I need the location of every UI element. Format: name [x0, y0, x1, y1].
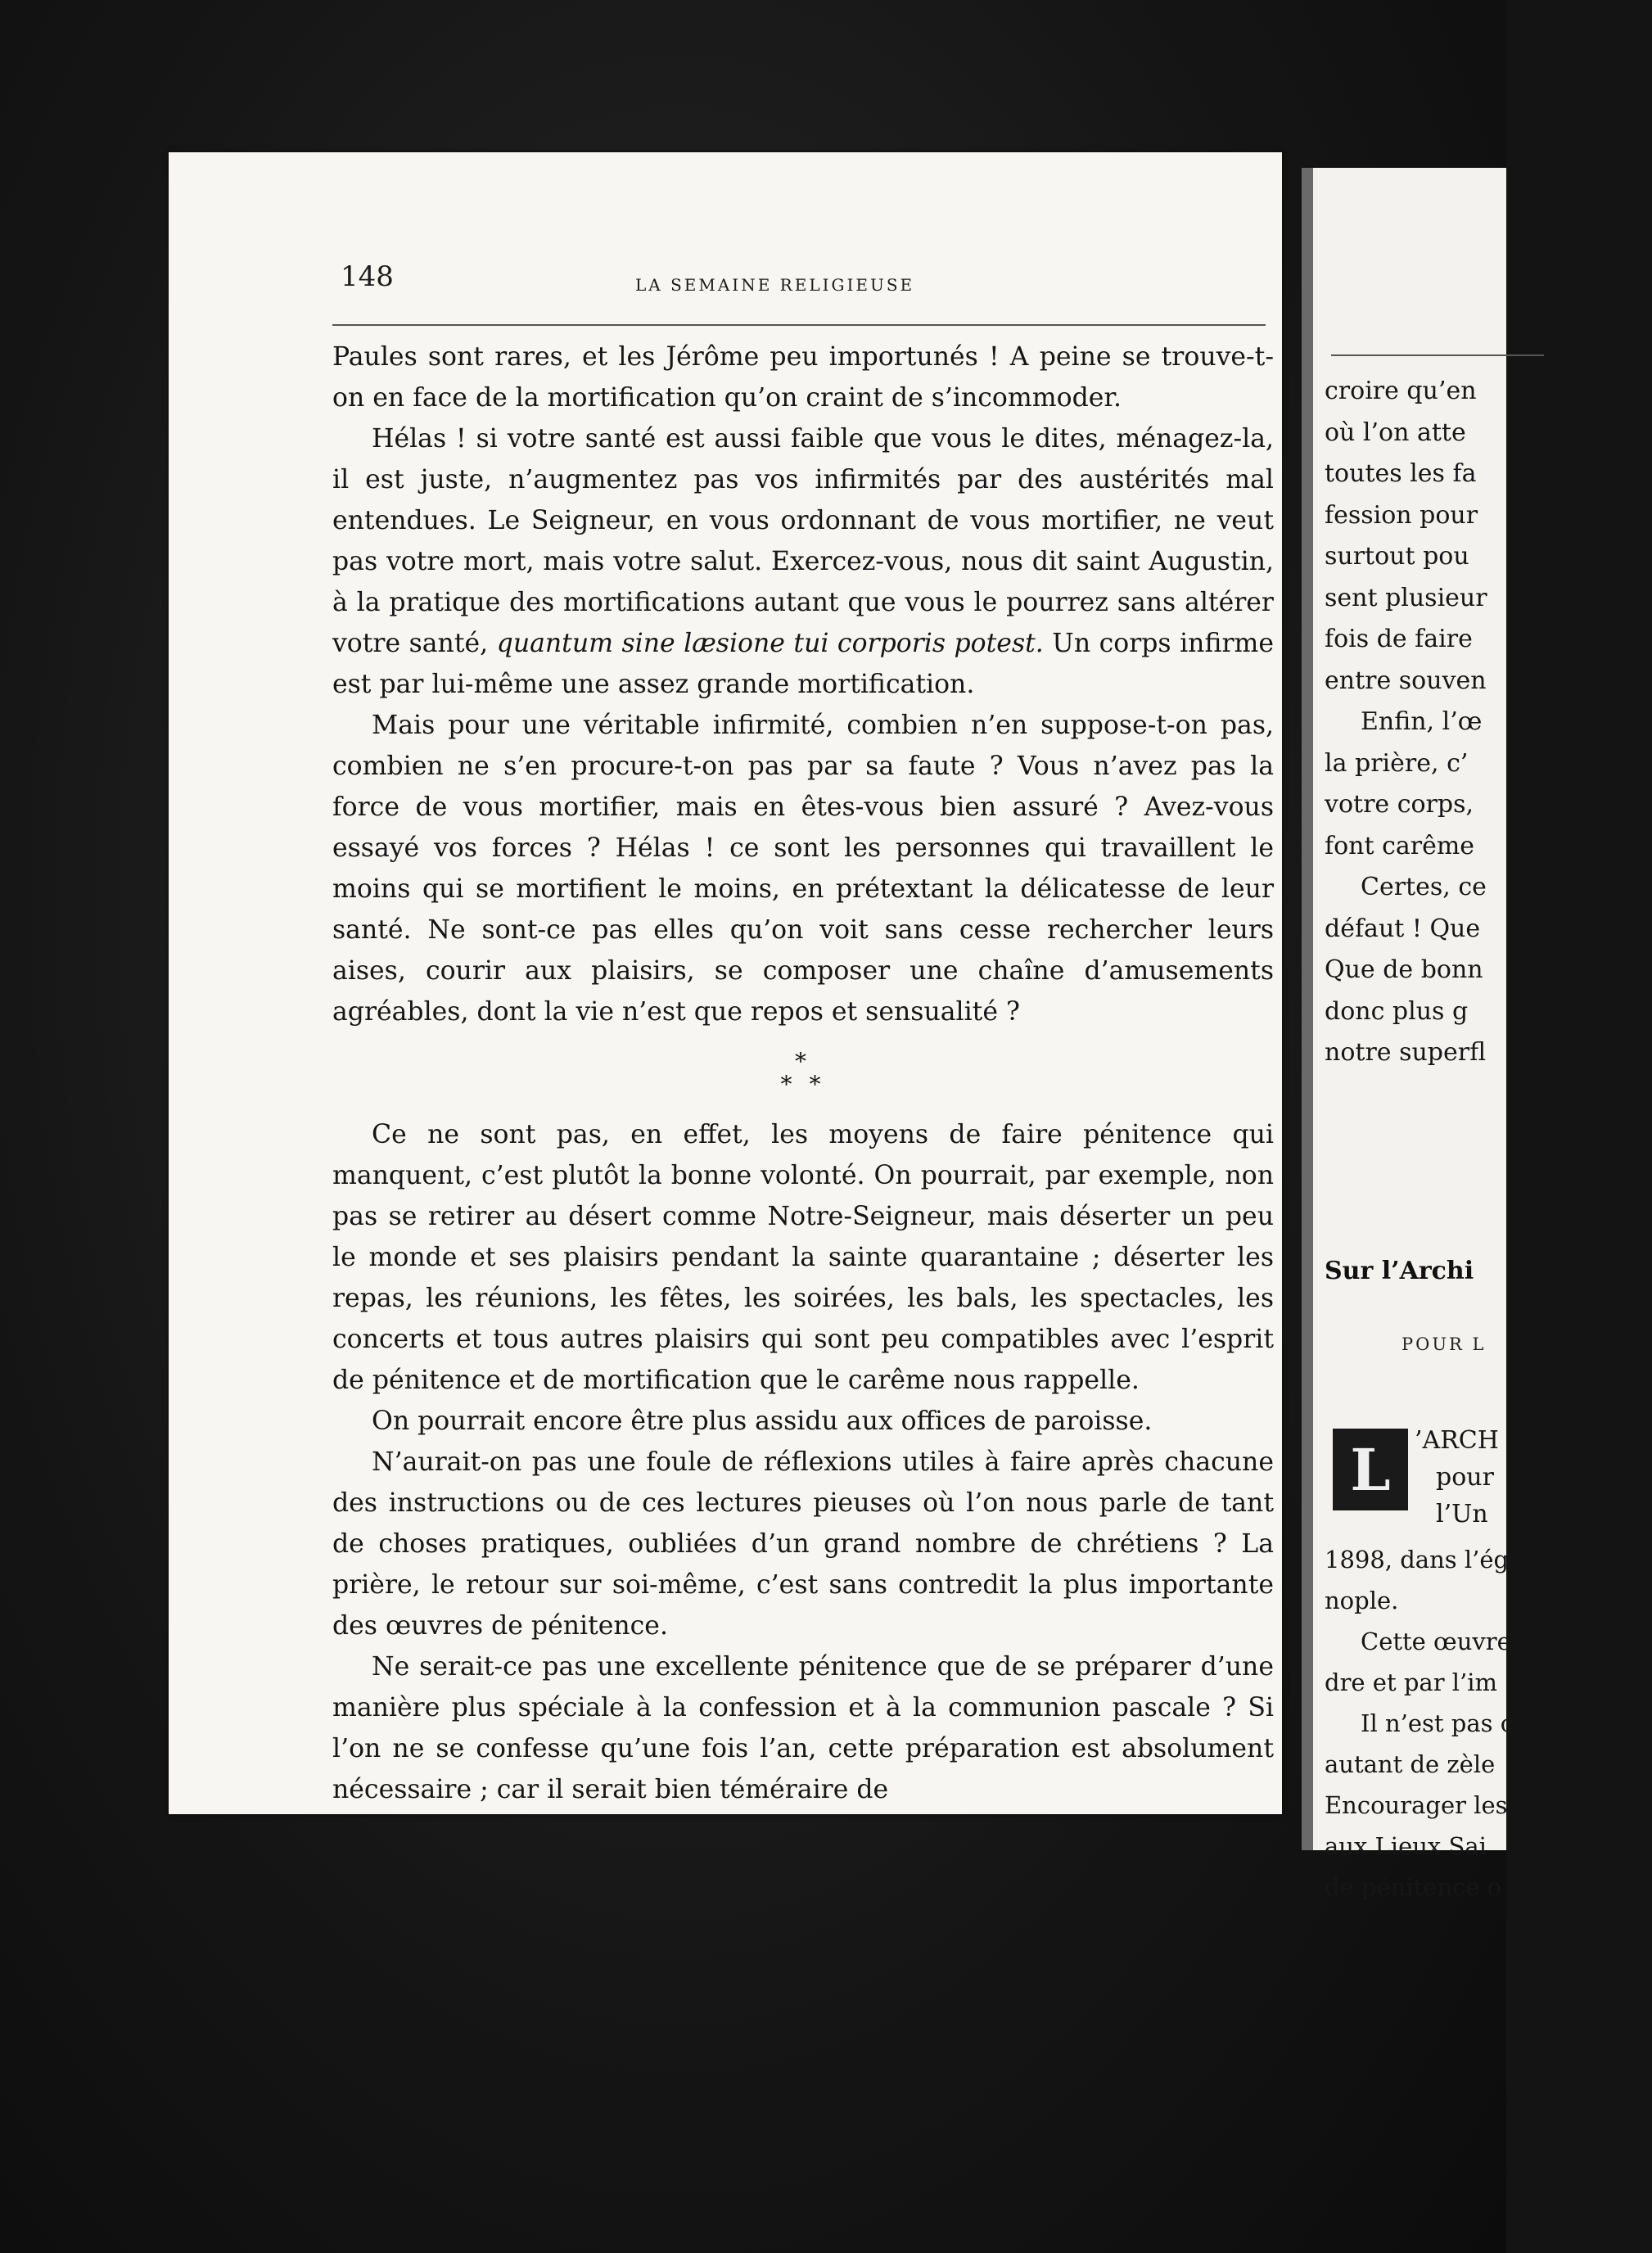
paragraph-text: Hélas ! si votre santé est aussi faible que vous le dites, ménagez-la, il est juste, n’augmentez pas vos infirmités par des austérités mal entendues. Le Seigneur, en vous ordonnant de vous mortifier, ne veut pas votre mort, mais votre salut. Exercez-vous, nous dit saint Augustin, à la pratique des mortifications autant que vous le pourrez sans altérer votre santé, [332, 424, 1274, 658]
text-line: Que de bonn [1325, 955, 1483, 984]
text-line: ’ARCH [1415, 1426, 1499, 1455]
paragraph: Ce ne sont pas, en effet, les moyens de faire pénitence qui manquent, c’est plutôt la bonne volonté. On pourrait, par exemple, non pas se retirer au désert comme Notre-Seigneur, mais déserter un peu le monde et ses plaisirs pendant la sainte quarantaine ; déserter les repas, les réunions, les fêtes, les soirées, les bals, les spectacles, les concerts et tous autres plaisirs qui sont peu compatibles avec l’esprit de pénitence et de mortification que le carême nous rappelle. [332, 1120, 1274, 1395]
text-line: défaut ! Que [1325, 914, 1481, 943]
text-line: toutes les fa [1325, 459, 1477, 488]
paragraph: N’aurait-on pas une foule de réflexions utiles à faire après chacune des instructions ou de ces lectures pieuses où l’on nous parle de tant de choses pratiques, oubliées d’un grand nombre de chrétiens ? La prière, le retour sur soi-même, c’est sans contredit la plus importante des œuvres de pénitence. [332, 1447, 1274, 1641]
left-page [169, 152, 1282, 1814]
paragraph: Mais pour une véritable infirmité, combien n’en suppose-t-on pas, combien ne s’en procure-t-on pas par sa faute ? Vous n’avez pas la force de vous mortifier, mais en êtes-vous bien assuré ? Avez-vous essayé vos forces ? Hélas ! ce sont les personnes qui travaillent le moins qui se mortifient le moins, en prétextant la délicatesse de leur santé. Ne sont-ce pas elles qu’on voit sans cesse rechercher leurs aises, courir aux plaisirs, se composer une chaîne d’amusements agréables, dont la vie n’est que repos et sensualité ? [332, 711, 1274, 1027]
text-line: votre corps, [1325, 790, 1474, 819]
header-rule [1331, 354, 1544, 356]
paragraph-text: Un corps infirme est par lui-même une assez grande mortification. [332, 629, 1275, 699]
text-line: de pénitence o [1325, 1873, 1502, 1901]
text-line: notre superfl [1325, 1038, 1487, 1067]
text-line: font carême [1325, 831, 1475, 860]
text-line: surtout pou [1325, 542, 1469, 571]
text-line: pour [1436, 1463, 1494, 1492]
text-line: Cette œuvre [1361, 1628, 1511, 1655]
right-page [1302, 168, 1514, 1901]
text-line: autant de zèle [1325, 1750, 1496, 1778]
text-line: fession pour [1325, 500, 1478, 530]
text-line: fois de faire [1325, 625, 1473, 653]
text-line: nople. [1325, 1587, 1399, 1614]
paragraph: Paules sont rares, et les Jérôme peu importunés ! A peine se trouve-t-on en face de la mortification qu’on craint de s’incommoder. [332, 342, 1274, 413]
asterism [332, 1032, 1274, 1114]
text-line: l’Un [1436, 1500, 1488, 1528]
text-line: Enfin, l’œ [1361, 707, 1483, 736]
text-line: dre et par l’im [1325, 1668, 1498, 1696]
text-line: Certes, ce [1361, 873, 1487, 901]
text-line: où l’on atte [1325, 418, 1466, 447]
text-line: croire qu’en [1325, 377, 1477, 405]
paragraph [332, 418, 1274, 705]
header-rule [332, 324, 1266, 326]
text-line: sent plusieur [1325, 583, 1487, 612]
text-line: donc plus g [1325, 996, 1469, 1026]
text-line: Encourager les [1325, 1791, 1508, 1819]
right-column-text [1325, 371, 1652, 1074]
text-line: 1898, dans l’ég [1325, 1546, 1510, 1573]
paragraph: On pourrait encore être plus assidu aux offices de paroisse. [372, 1406, 1153, 1436]
text-line: aux Lieux Sai [1325, 1832, 1487, 1860]
page-number: 148 [341, 260, 394, 293]
asterism-top: * [795, 1048, 811, 1075]
running-head: LA SEMAINE RELIGIEUSE [635, 275, 915, 295]
dropcap-letter: L [1350, 1435, 1391, 1504]
dropcap-ornament [1333, 1429, 1408, 1510]
asterism-bottom: * * [780, 1071, 826, 1098]
right-column-text-bottom [1325, 1539, 1514, 1908]
section-subheading: POUR L [1401, 1334, 1487, 1354]
text-line: entre souven [1325, 666, 1487, 695]
section-heading: Sur l’Archi [1325, 1257, 1474, 1285]
text-line: Il n’est pas c [1361, 1709, 1514, 1737]
latin-quote: quantum sine læsione tui corporis potest. [496, 629, 1044, 658]
text-line: la prière, c’ [1325, 748, 1469, 778]
body-text [332, 336, 1274, 1810]
paragraph: Ne serait-ce pas une excellente pénitence que de se préparer d’une manière plus spéciale à la confession et à la communion pascale ? Si l’on ne se confesse qu’une fois l’an, cette préparation est absolument nécessaire ; car il serait bien téméraire de [332, 1652, 1274, 1804]
